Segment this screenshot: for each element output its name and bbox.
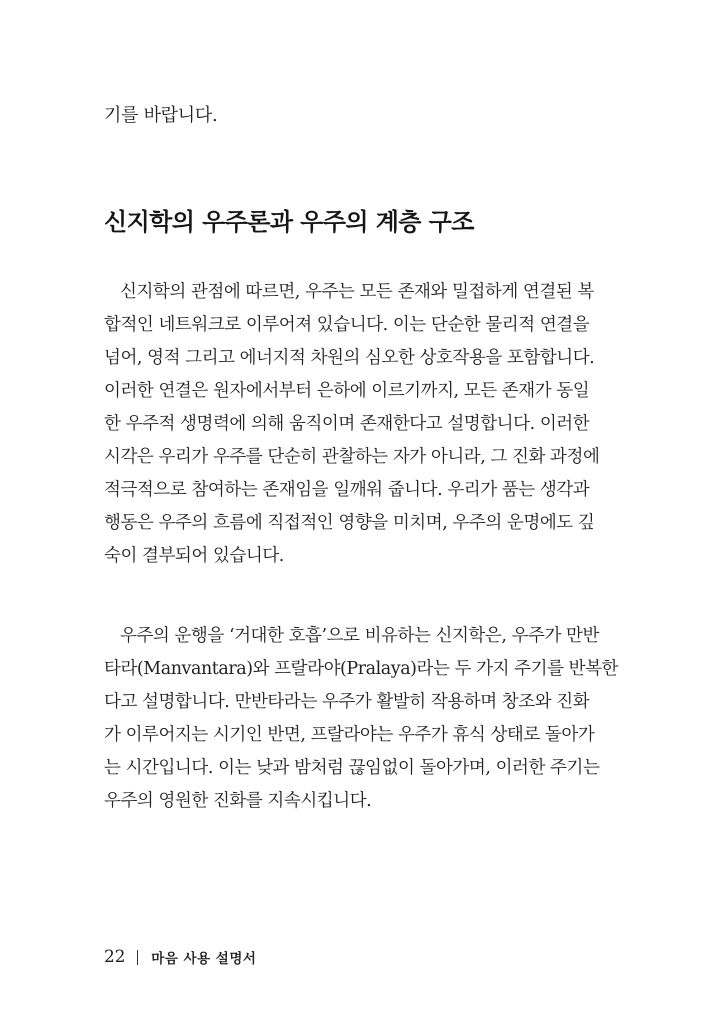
paragraph-line: 한 우주적 생명력에 의해 움직이며 존재한다고 설명합니다. 이러한 (104, 414, 590, 434)
continued-text-line: 기를 바랍니다. (104, 105, 218, 126)
paragraph-line: 우주의 영원한 진화를 지속시킵니다. (104, 791, 372, 811)
paragraph-line: 이러한 연결은 원자에서부터 은하에 이르기까지, 모든 존재가 동일 (104, 381, 590, 401)
paragraph-line: 숙이 결부되어 있습니다. (104, 546, 284, 566)
running-title: 마음 사용 설명서 (151, 951, 257, 967)
body-paragraph-1 (104, 276, 624, 573)
paragraph-line: 행동은 우주의 흐름에 직접적인 영향을 미치며, 우주의 운명에도 깊 (104, 513, 595, 533)
paragraph-line: 시각은 우리가 우주를 단순히 관찰하는 자가 아니라, 그 진화 과정에 (104, 447, 600, 467)
page-footer (104, 944, 256, 970)
paragraph-line: 적극적으로 참여하는 존재임을 일깨워 줍니다. 우리가 품는 생각과 (104, 480, 590, 500)
footer-divider (137, 950, 138, 965)
paragraph-line: 신지학의 관점에 따르면, 우주는 모든 존재와 밀접하게 연결된 복 (120, 282, 594, 302)
paragraph-line: 다고 설명합니다. 만반타라는 우주가 활발히 작용하며 창조와 진화 (104, 692, 590, 712)
body-paragraph-2 (104, 620, 624, 818)
paragraph-line: 합적인 네트워크로 이루어져 있습니다. 이는 단순한 물리적 연결을 (104, 315, 590, 335)
section-heading: 신지학의 우주론과 우주의 계층 구조 (104, 207, 474, 236)
paragraph-line: 우주의 운행을 ‘거대한 호흡’으로 비유하는 신지학은, 우주가 만반 (120, 626, 599, 646)
page-number: 22 (104, 947, 126, 967)
paragraph-line: 는 시간입니다. 이는 낮과 밤처럼 끊임없이 돌아가며, 이러한 주기는 (104, 758, 600, 778)
paragraph-line: 가 이루어지는 시기인 반면, 프랄라야는 우주가 휴식 상태로 돌아가 (104, 725, 595, 745)
paragraph-line: 타라(Manvantara)와 프랄라야(Pralaya)라는 두 가지 주기를 반복한 (104, 659, 619, 679)
paragraph-line: 넘어, 영적 그리고 에너지적 차원의 심오한 상호작용을 포함합니다. (104, 348, 595, 368)
